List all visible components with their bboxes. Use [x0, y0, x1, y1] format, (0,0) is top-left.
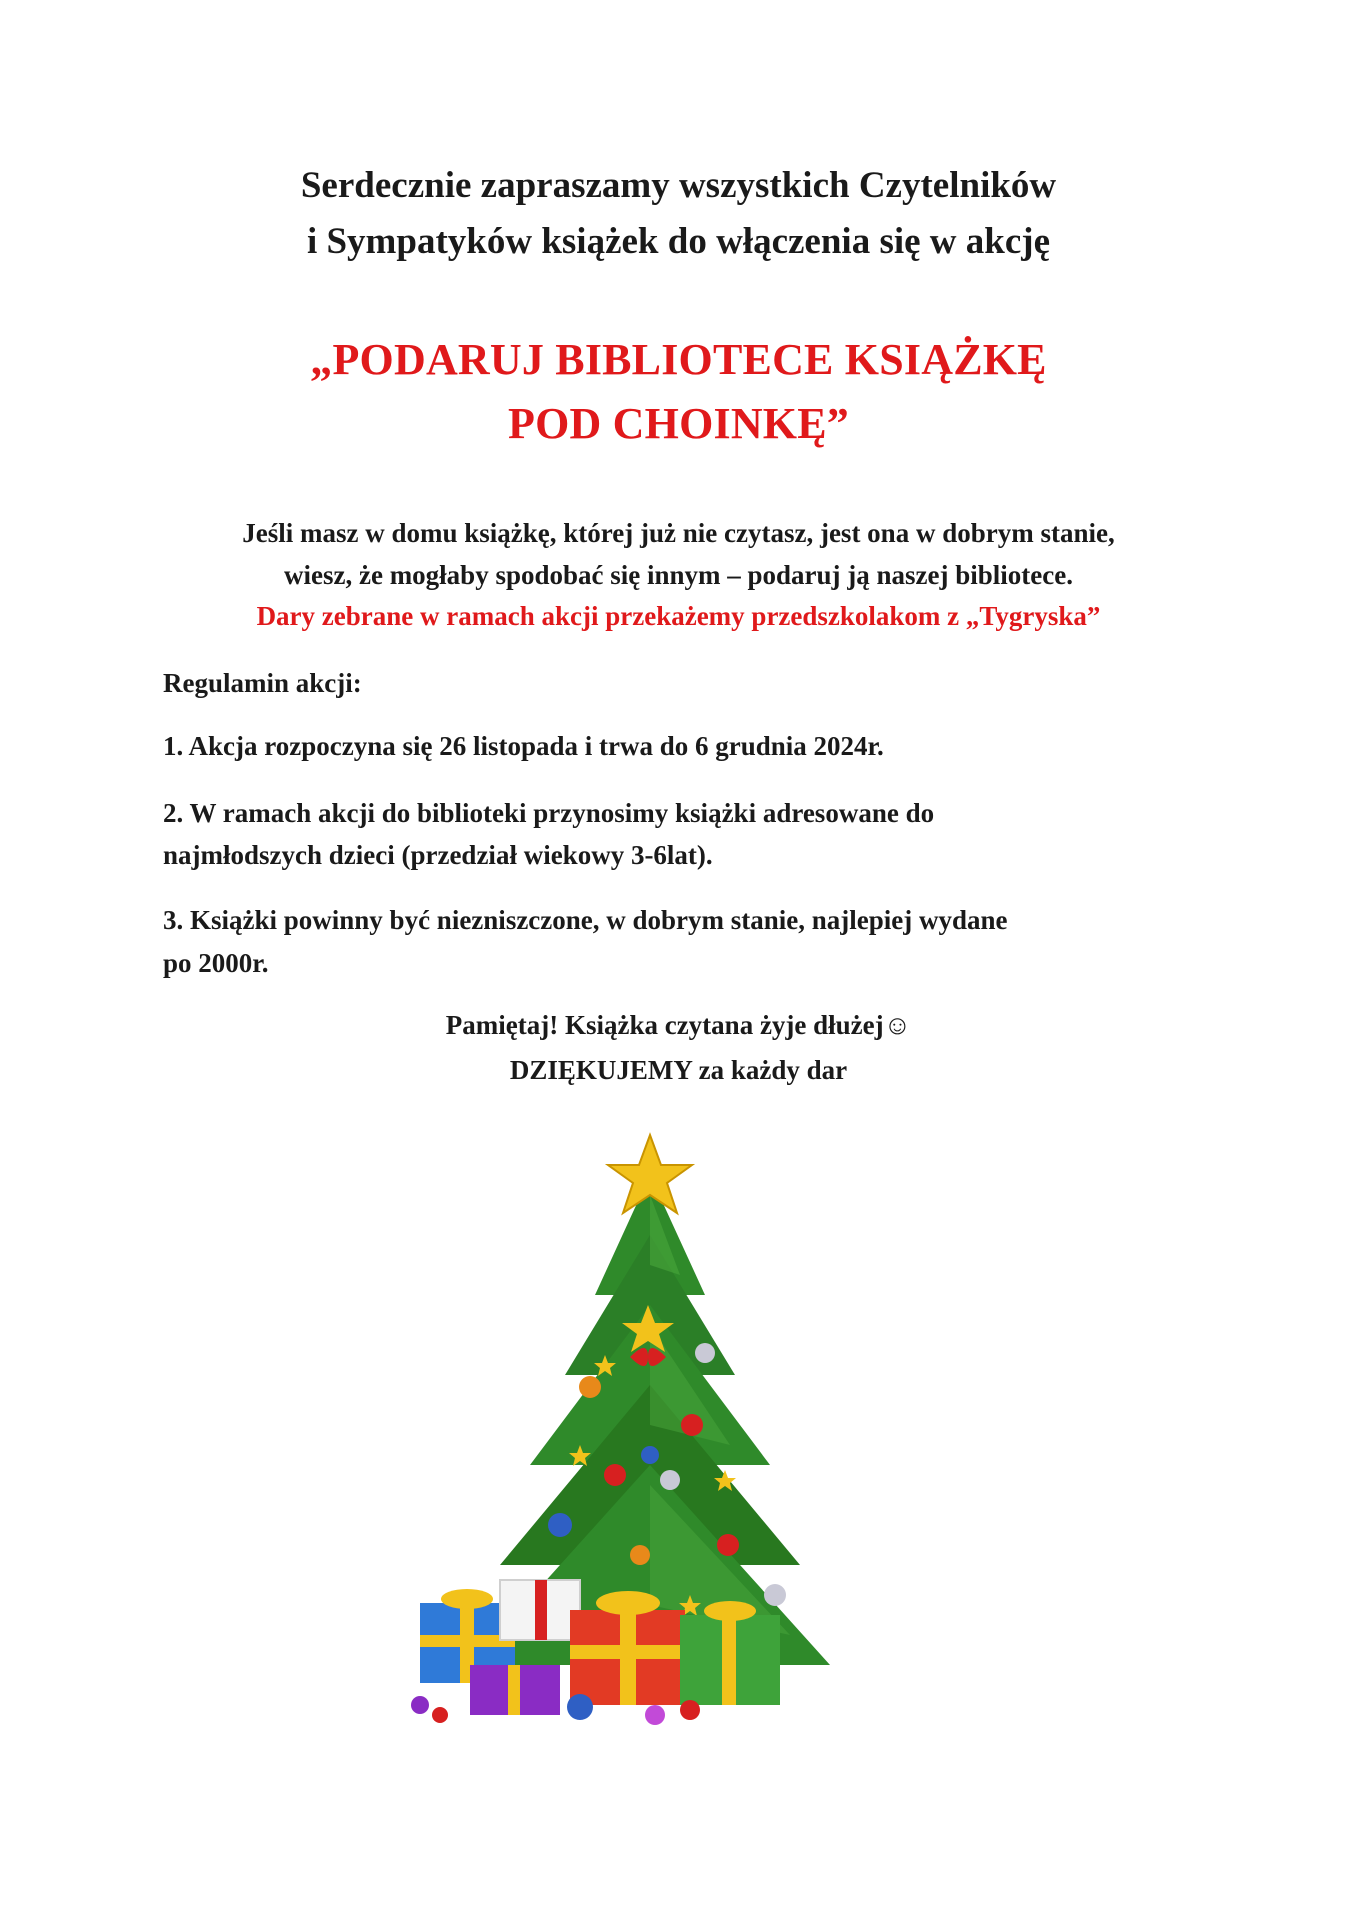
- description-highlight: Dary zebrane w ramach akcji przekażemy przedszkolakom z „Tygryska”: [256, 601, 1101, 631]
- rule-item-2-line-1: 2. W ramach akcji do biblioteki przynosimy książki adresowane do: [163, 798, 935, 828]
- christmas-tree-icon: [400, 1125, 900, 1745]
- description-line-1: Jeśli masz w domu książkę, której już nie czytasz, jest ona w dobrym stanie,: [242, 518, 1115, 548]
- rule-item-2-line-2: najmłodszych dzieci (przedział wiekowy 3-6lat).: [163, 840, 713, 870]
- closing-line-1: Pamiętaj! Książka czytana żyje dłużej☺: [445, 1010, 912, 1040]
- title-line-2: POD CHOINKĘ”: [508, 399, 849, 448]
- rules-heading: Regulamin akcji:: [163, 668, 362, 698]
- rule-item-1: 1. Akcja rozpoczyna się 26 listopada i trwa do 6 grudnia 2024r.: [163, 731, 884, 761]
- description-line-2: wiesz, że mogłaby spodobać się innym – podaruj ją naszej bibliotece.: [284, 560, 1073, 590]
- rule-item-3-line-2: po 2000r.: [163, 948, 269, 978]
- intro-line-2: i Sympatyków książek do włączenia się w akcję: [306, 221, 1051, 262]
- rule-item-3-line-1: 3. Książki powinny być niezniszczone, w dobrym stanie, najlepiej wydane: [163, 905, 1008, 935]
- title-line-1: „PODARUJ BIBLIOTECE KSIĄŻKĘ: [310, 335, 1047, 384]
- closing-line-2: DZIĘKUJEMY za każdy dar: [509, 1055, 848, 1085]
- intro-line-1: Serdecznie zapraszamy wszystkich Czytelników: [300, 165, 1057, 206]
